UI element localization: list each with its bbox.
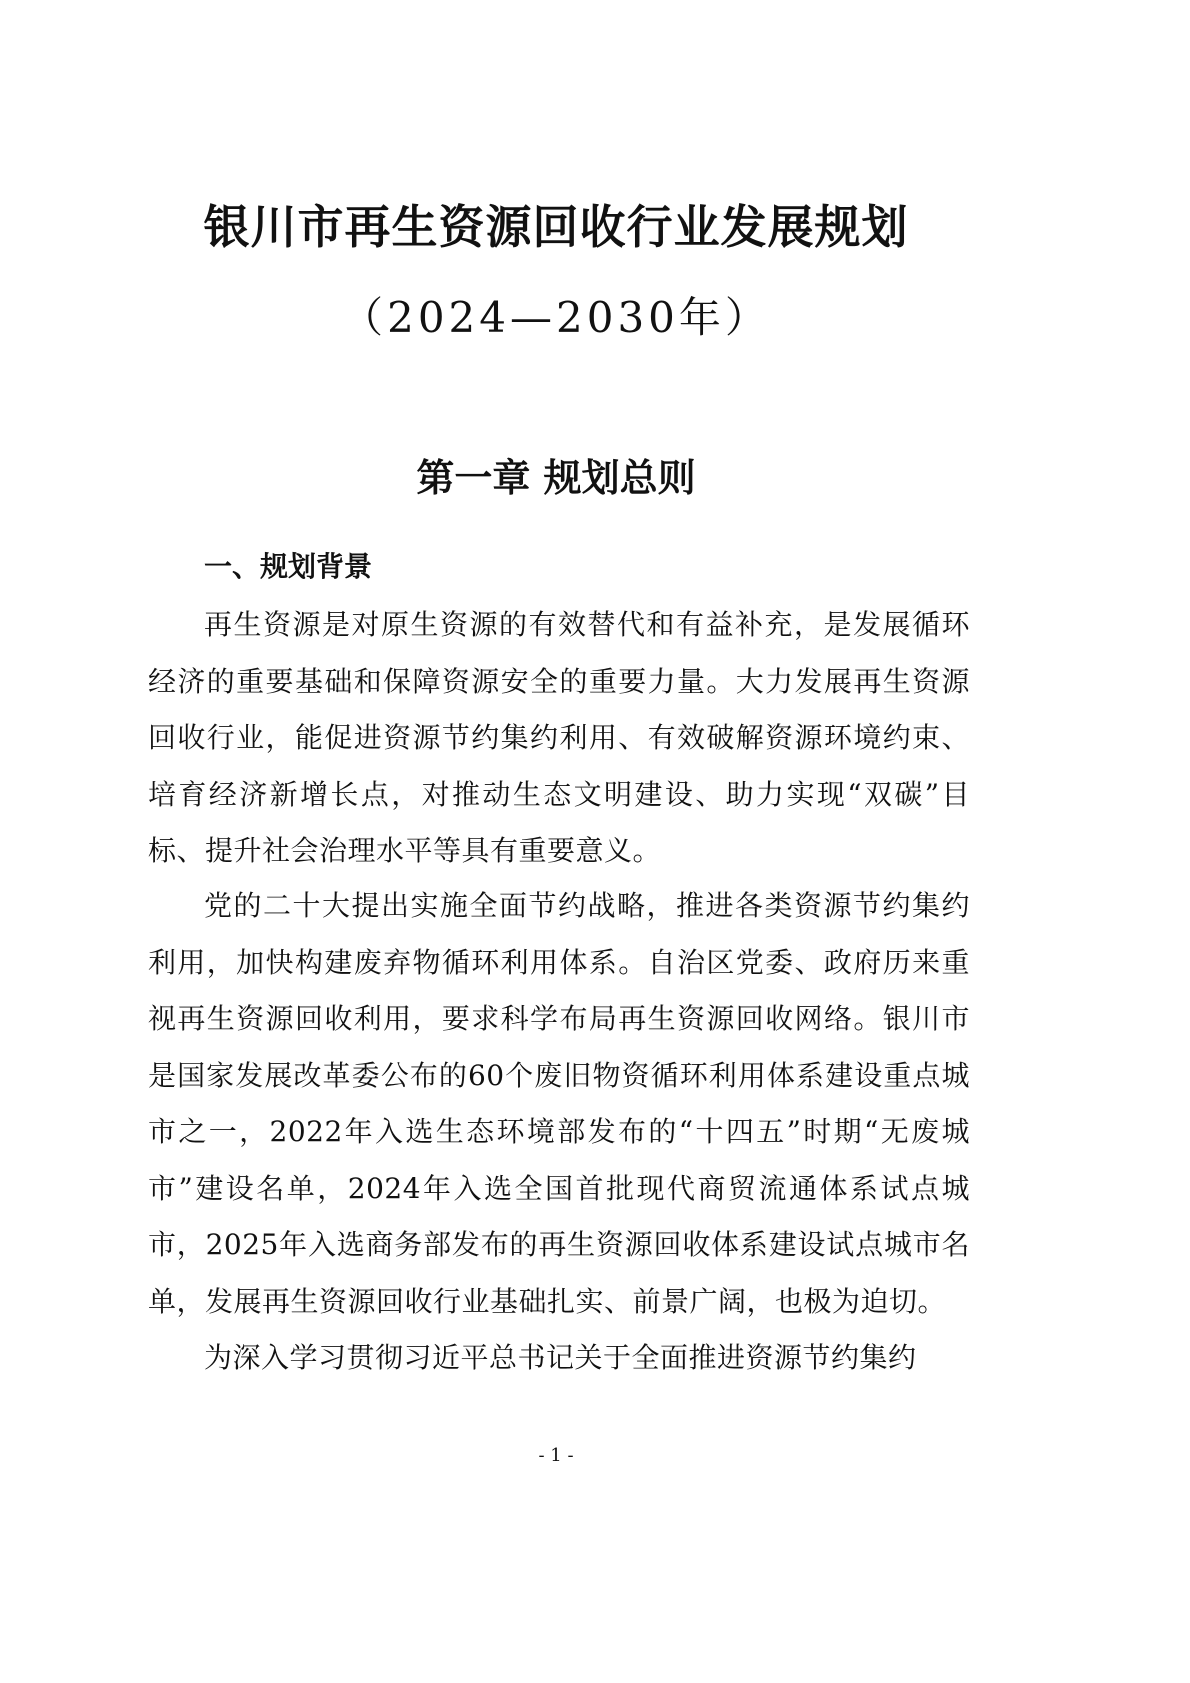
body-paragraph-3-block <box>148 1330 970 1387</box>
body-paragraph-1-block <box>148 597 970 880</box>
body-paragraph-2-block <box>148 878 970 1330</box>
document-title: 银川市再生资源回收行业发展规划 <box>203 200 909 254</box>
chapter-heading: 第一章 规划总则 <box>416 456 696 500</box>
body-paragraph: 再生资源是对原生资源的有效替代和有益补充，是发展循环经济的重要基础和保障资源安全的重要力量。大力发展再生资源回收行业，能促进资源节约集约利用、有效破解资源环境约束、培育经济新增长点，对推动生态文明建设、助力实现“双碳”目标、提升社会治理水平等具有重要意义。 <box>148 608 970 867</box>
document-subtitle: （2024—2030年） <box>341 293 771 342</box>
page-number: - 1 - <box>538 1445 574 1466</box>
body-paragraph: 党的二十大提出实施全面节约战略，推进各类资源节约集约利用，加快构建废弃物循环利用体系。自治区党委、政府历来重视再生资源回收利用，要求科学布局再生资源回收网络。银川市是国家发展改革委公布的60个废旧物资循环利用体系建设重点城市之一，2022年入选生态环境部发布的“十四五”时期“无废城市”建设名单，2024年入选全国首批现代商贸流通体系试点城市，2025年入选商务部发布的再生资源回收体系建设试点城市名单，发展再生资源回收行业基础扎实、前景广阔，也极为迫切。 <box>148 889 970 1318</box>
body-paragraph: 为深入学习贯彻习近平总书记关于全面推进资源节约集约 <box>204 1341 917 1374</box>
section-heading: 一、规划背景 <box>204 550 373 583</box>
